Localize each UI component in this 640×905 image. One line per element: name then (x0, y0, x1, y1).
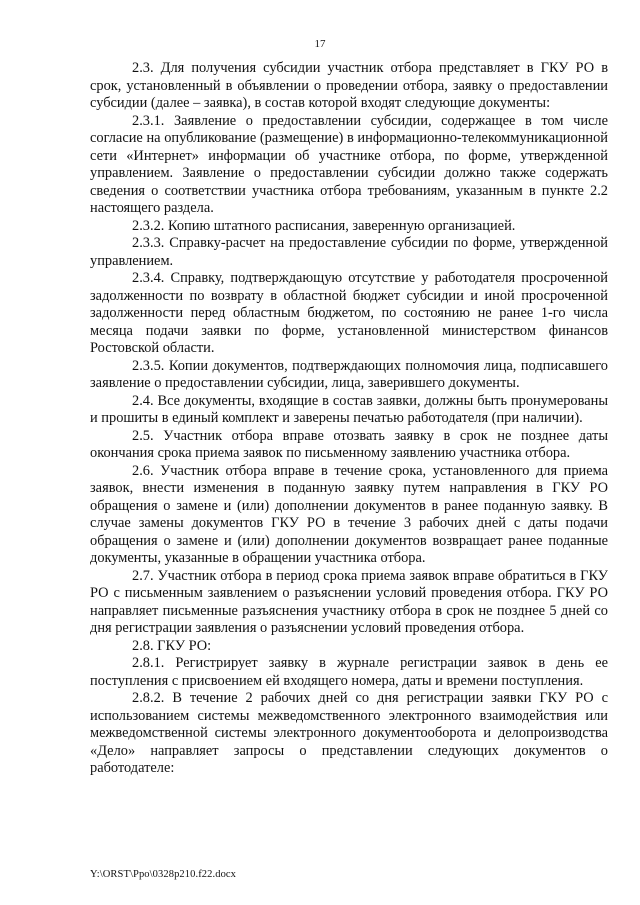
paragraph-2-7: 2.7. Участник отбора в период срока приема заявок вправе обратиться в ГКУ РО с письменным заявлением о разъяснении условий проведения отбора. ГКУ РО направляет письменные разъяснения участнику отбора в срок не позднее 5 дней со дня регистрации заявления о разъяснении условий проведения отбора. (90, 567, 608, 636)
paragraph-2-3-5: 2.3.5. Копии документов, подтверждающих полномочия лица, подписавшего заявление о предоставлении субсидии, лица, заверившего документы. (90, 357, 608, 391)
document-body (90, 60, 608, 778)
paragraph-2-8-2: 2.8.2. В течение 2 рабочих дней со дня регистрации заявки ГКУ РО с использованием системы межведомственного электронного взаимодействия или межведомственной системы электронного документооборота и делопроизводства «Дело» направляет запросы о представлении следующих документов о работодателе: (90, 690, 608, 776)
paragraph-2-8-1: 2.8.1. Регистрирует заявку в журнале регистрации заявок в день ее поступления с присвоением ей входящего номера, даты и времени поступления. (90, 655, 608, 689)
paragraph-2-3-3: 2.3.3. Справку-расчет на предоставление субсидии по форме, утвержденной управлением. (90, 235, 608, 269)
paragraph-2-3-4: 2.3.4. Справку, подтверждающую отсутствие у работодателя просроченной задолженности по возврату в областной бюджет субсидии и иной просроченной задолженности перед областным бюджетом, по состоянию не ранее 1-го числа месяца подачи заявки по форме, установленной министерством финансов Ростовской области. (90, 270, 608, 356)
paragraph-2-6: 2.6. Участник отбора вправе в течение срока, установленного для приема заявок, внести изменения в поданную заявку путем направления в ГКУ РО обращения о замене и (или) дополнении документов в ранее поданную заявку. В случае замены документов ГКУ РО в течение 3 рабочих дней с даты подачи обращения о замене и (или) дополнении документов возвращает ранее поданные документы, указанные в обращении участника отбора. (90, 462, 608, 566)
footer-file-path: Y:\ORST\Ppo\0328p210.f22.docx (90, 869, 237, 880)
paragraph-2-8: 2.8. ГКУ РО: (132, 637, 212, 654)
paragraph-2-3: 2.3. Для получения субсидии участник отбора представляет в ГКУ РО в срок, установленный в объявлении о проведении отбора, заявку о предоставлении субсидии (далее – заявка), в состав которой входят следующие документы: (90, 60, 608, 111)
paragraph-2-3-2: 2.3.2. Копию штатного расписания, заверенную организацией. (132, 217, 516, 234)
paragraph-2-5: 2.5. Участник отбора вправе отозвать заявку в срок не позднее даты окончания срока приема заявок по письменному заявлению участника отбора. (90, 427, 608, 461)
paragraph-2-3-1: 2.3.1. Заявление о предоставлении субсидии, содержащее в том числе согласие на опубликование (размещение) в информационно-телекоммуникационной сети «Интернет» информации об участнике отбора, по форме, утвержденной управлением. Заявление о предоставлении субсидии должно также содержать сведения о соответствии участника отбора требованиям, указанным в пункте 2.2 настоящего раздела. (90, 112, 608, 216)
page-number: 17 (314, 38, 326, 50)
paragraph-2-4: 2.4. Все документы, входящие в состав заявки, должны быть пронумерованы и прошиты в единый комплект и заверены печатью работодателя (при наличии). (90, 392, 608, 426)
